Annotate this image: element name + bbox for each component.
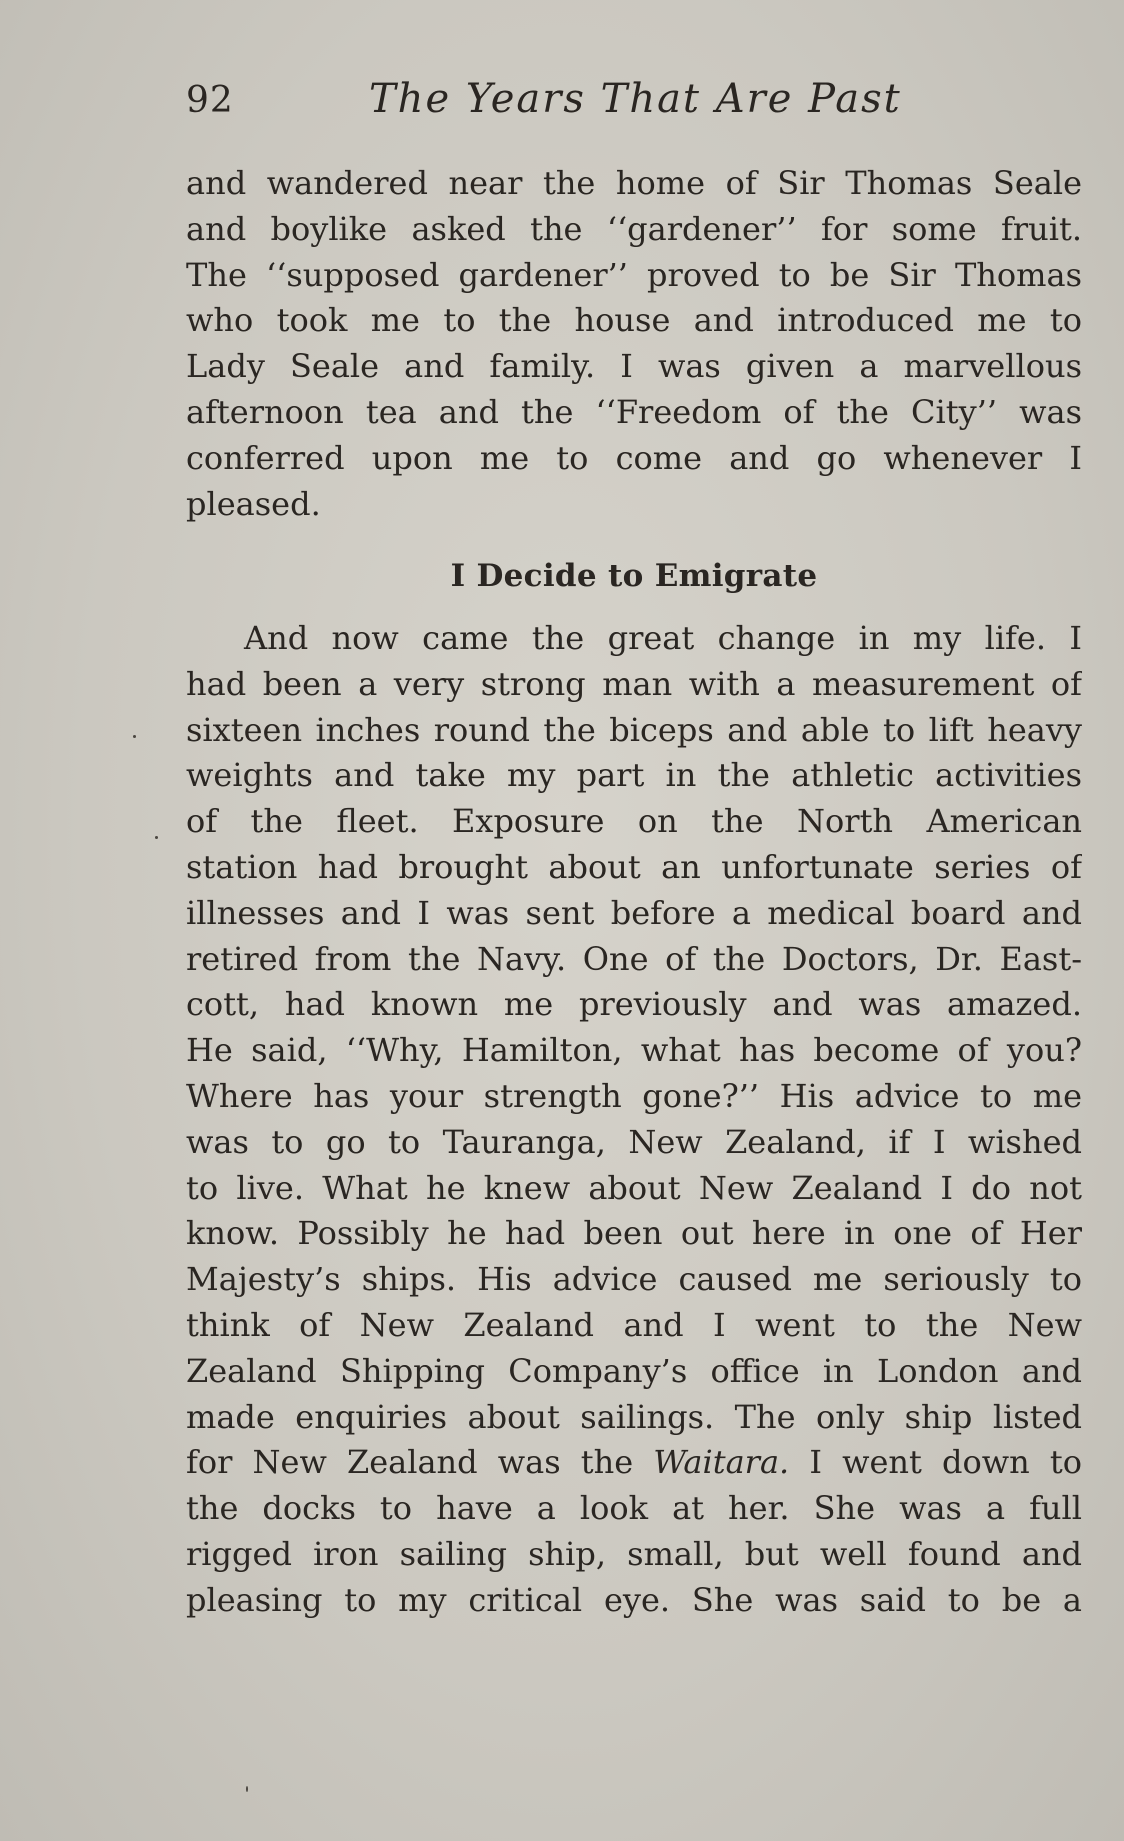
text-line: and boylike asked the ‘‘gardener’’ for some fruit. (186, 209, 1082, 248)
text-line: Where has your strength gone?’’ His advice to me (186, 1076, 1082, 1115)
text-line: pleasing to my critical eye. She was said to be a (186, 1580, 1082, 1619)
text-line: retired from the Navy. One of the Doctors, Dr. East- (186, 939, 1082, 978)
text-line: the docks to have a look at her. She was a full (186, 1489, 1082, 1528)
text-line: Lady Seale and family. I was given a marvellous (186, 347, 1082, 386)
ship-name: Waitara. (653, 1443, 790, 1482)
text-line: conferred upon me to come and go whenever I (186, 438, 1082, 477)
page-header (186, 76, 1086, 136)
text-line: think of New Zealand and I went to the New (186, 1305, 1082, 1344)
paragraph-1 (186, 161, 1082, 527)
text-line: illnesses and I was sent before a medical board and (186, 893, 1082, 932)
text-line: rigged iron sailing ship, small, but well found and (186, 1534, 1082, 1573)
running-head: The Years That Are Past (369, 76, 902, 122)
text-line: was to go to Tauranga, New Zealand, if I wished (186, 1122, 1082, 1161)
text-line: of the fleet. Exposure on the North American (186, 802, 1082, 841)
text-fragment: I went down to (789, 1443, 1082, 1482)
section-heading: I Decide to Emigrate (450, 558, 818, 594)
text-line: had been a very strong man with a measurement of (186, 664, 1082, 703)
text-line: Zealand Shipping Company’s office in London and (186, 1351, 1082, 1390)
text-line: and wandered near the home of Sir Thomas Seale (186, 164, 1082, 202)
paper-speck (133, 735, 136, 738)
text-line: The ‘‘supposed gardener’’ proved to be Sir Thomas (186, 255, 1082, 294)
paragraph-2 (186, 616, 1082, 1624)
text-line: He said, ‘‘Why, Hamilton, what has become of you? (186, 1031, 1082, 1070)
text-line: weights and take my part in the athletic activities (186, 756, 1082, 795)
text-fragment: for New Zealand was the (186, 1443, 654, 1482)
text-line: sixteen inches round the biceps and able to lift heavy (186, 710, 1082, 749)
text-line: And now came the great change in my life. I (244, 619, 1082, 657)
text-line: station had brought about an unfortunate series of (186, 847, 1082, 886)
text-line: afternoon tea and the ‘‘Freedom of the City’’ was (186, 392, 1082, 431)
text-line: made enquiries about sailings. The only ship listed (186, 1397, 1082, 1436)
text-line-ship (186, 1440, 1082, 1486)
text-line: know. Possibly he had been out here in one of Her (186, 1214, 1082, 1253)
text-line: cott, had known me previously and was amazed. (186, 985, 1082, 1024)
text-line: who took me to the house and introduced me to (186, 301, 1082, 340)
text-line: to live. What he knew about New Zealand I do not (186, 1168, 1082, 1207)
text-line: pleased. (186, 484, 321, 523)
page-number: 92 (186, 80, 234, 121)
text-line: Majesty’s ships. His advice caused me seriously to (186, 1260, 1082, 1299)
paper-speck (155, 836, 158, 839)
paper-speck (246, 1786, 248, 1792)
